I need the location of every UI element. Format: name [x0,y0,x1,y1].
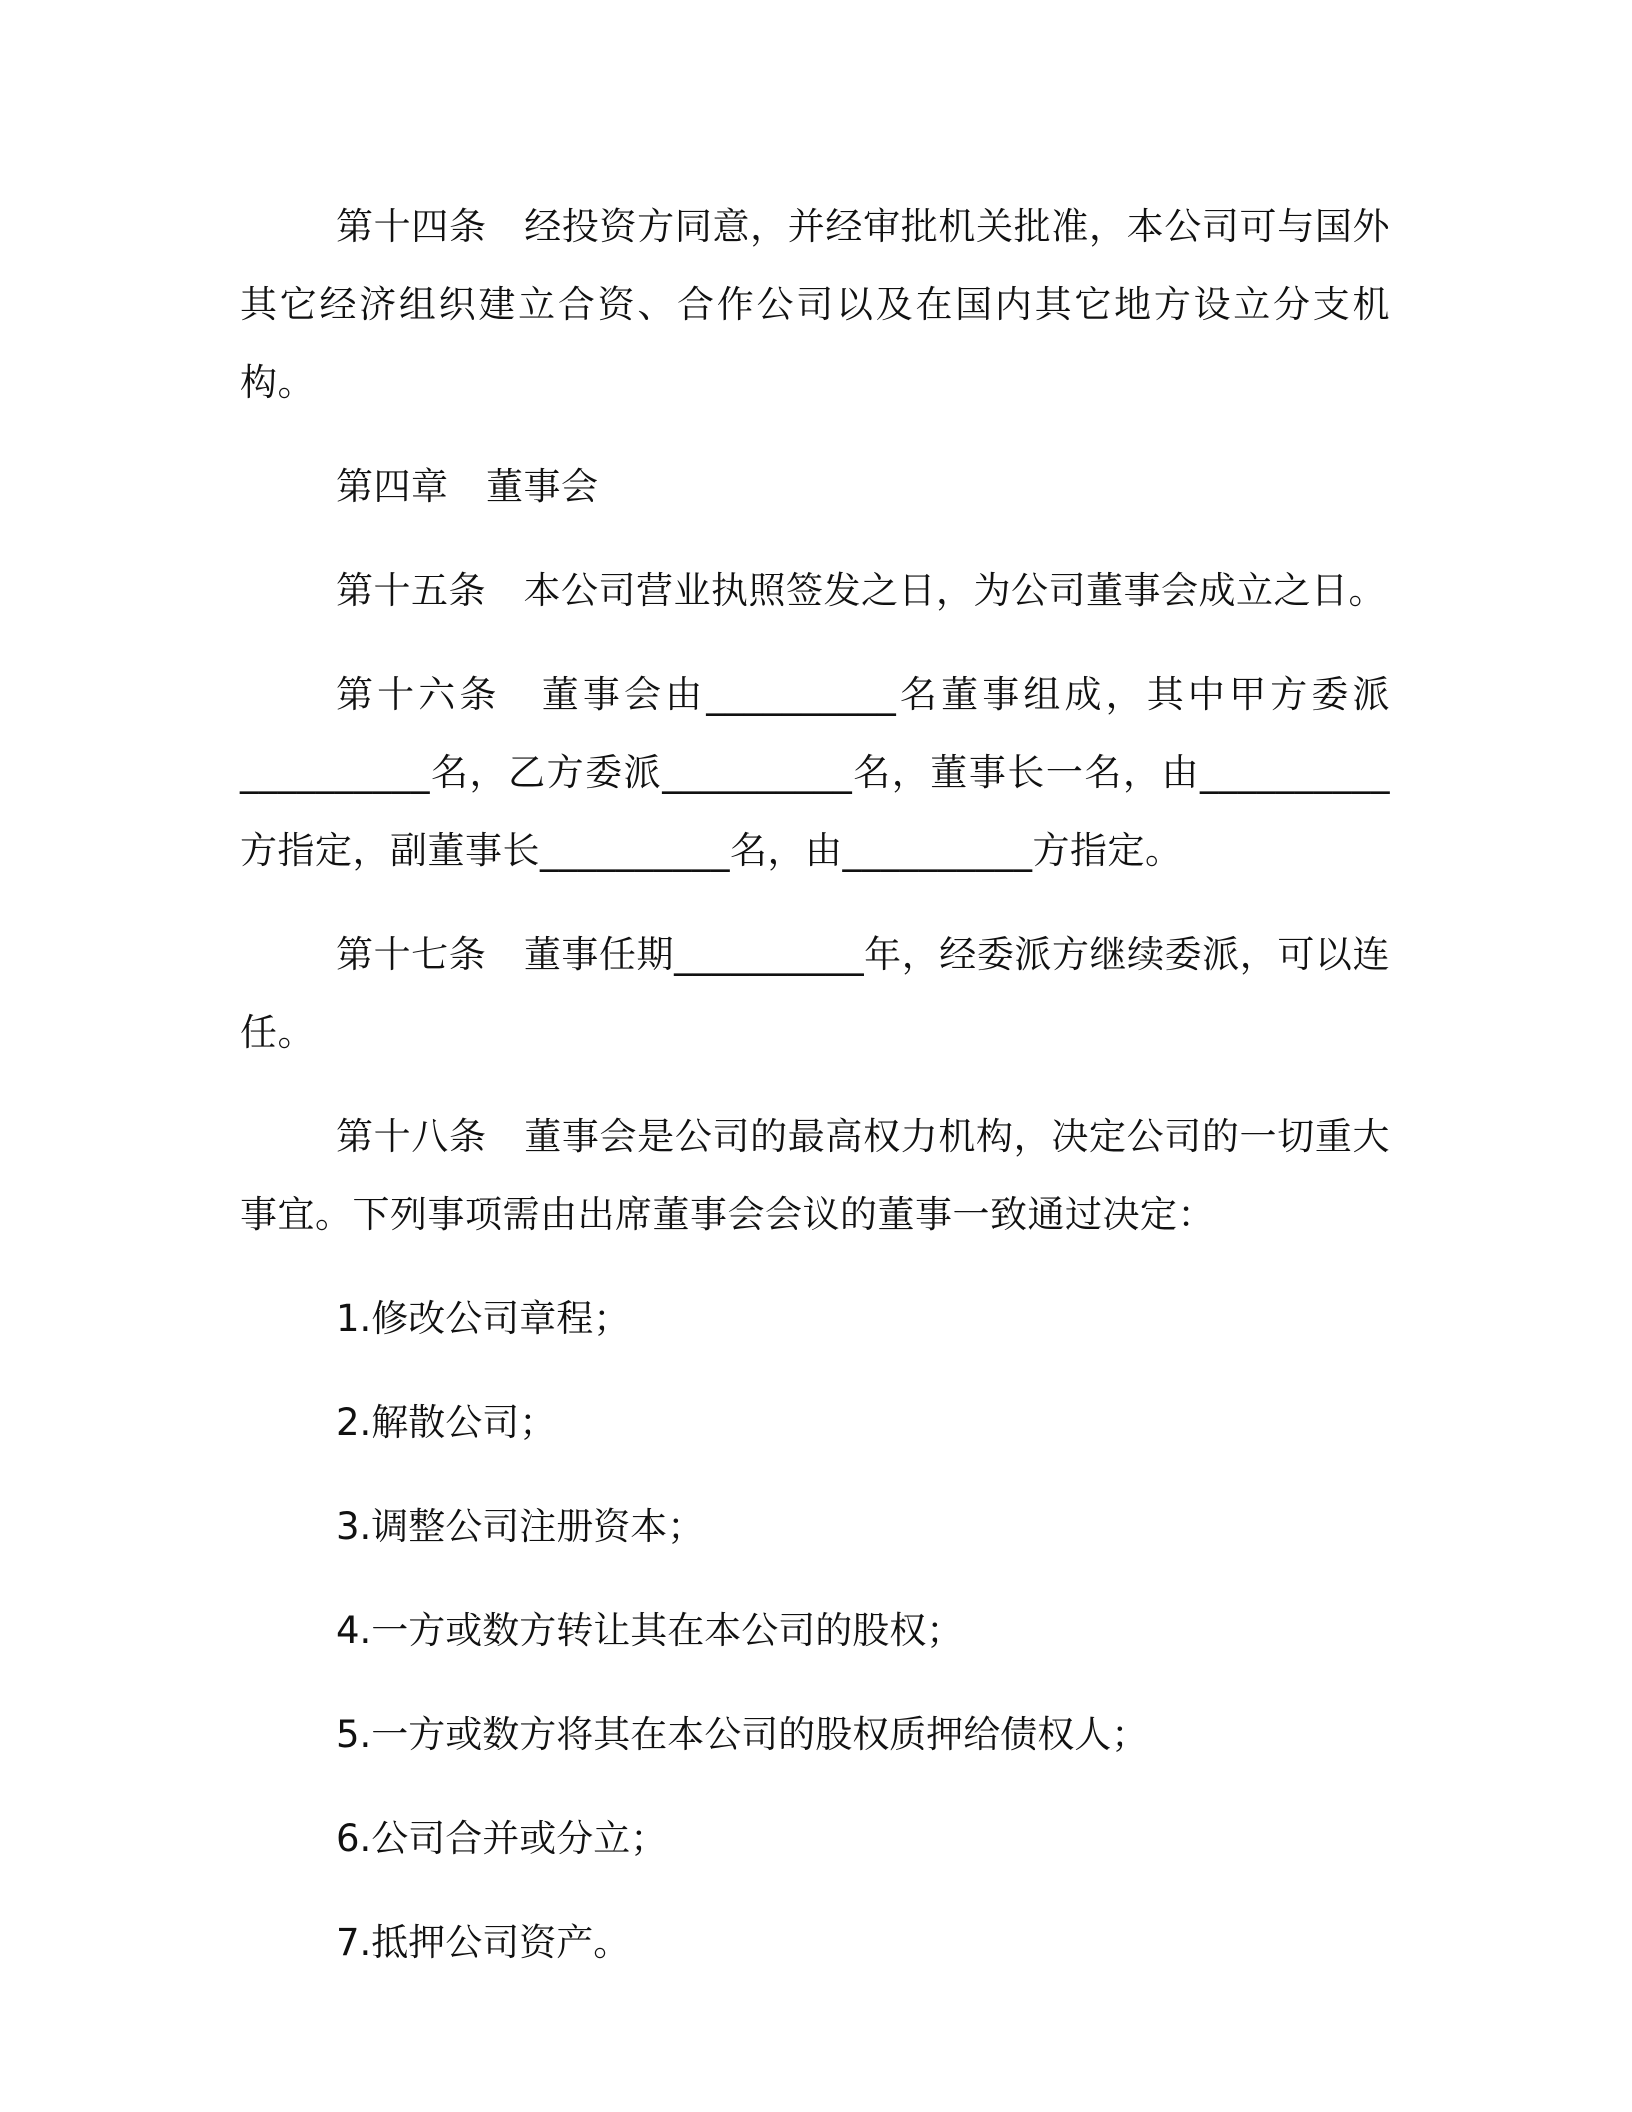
article-18: 第十八条 董事会是公司的最高权力机构，决定公司的一切重大事宜。下列事项需由出席董事会会议的董事一致通过决定： [240,1115,1390,1236]
list-item: 5.一方或数方将其在本公司的股权质押给债权人； [336,1713,1149,1756]
list-item: 2.解散公司； [336,1401,557,1444]
article-17: 第十七条 董事任期__________年，经委派方继续委派，可以连任。 [240,933,1390,1054]
list-item: 3.调整公司注册资本； [336,1505,705,1548]
article-15: 第十五条 本公司营业执照签发之日，为公司董事会成立之日。 [336,569,1386,612]
article-14: 第十四条 经投资方同意，并经审批机关批准，本公司可与国外其它经济组织建立合资、合作公司以及在国内其它地方设立分支机构。 [240,205,1390,404]
document-page [240,188,1390,2008]
list-item: 1.修改公司章程； [336,1297,631,1340]
list-item: 6.公司合并或分立； [336,1817,668,1860]
chapter-heading: 第四章 董事会 [336,465,599,508]
article-16: 第十六条 董事会由__________名董事组成，其中甲方委派__________名，乙方委派__________名，董事长一名，由__________方指定，副董事长__________名，由__________方指定。 [240,673,1390,872]
list-item: 4.一方或数方转让其在本公司的股权； [336,1609,964,1652]
list-item: 7.抵押公司资产。 [336,1921,631,1964]
